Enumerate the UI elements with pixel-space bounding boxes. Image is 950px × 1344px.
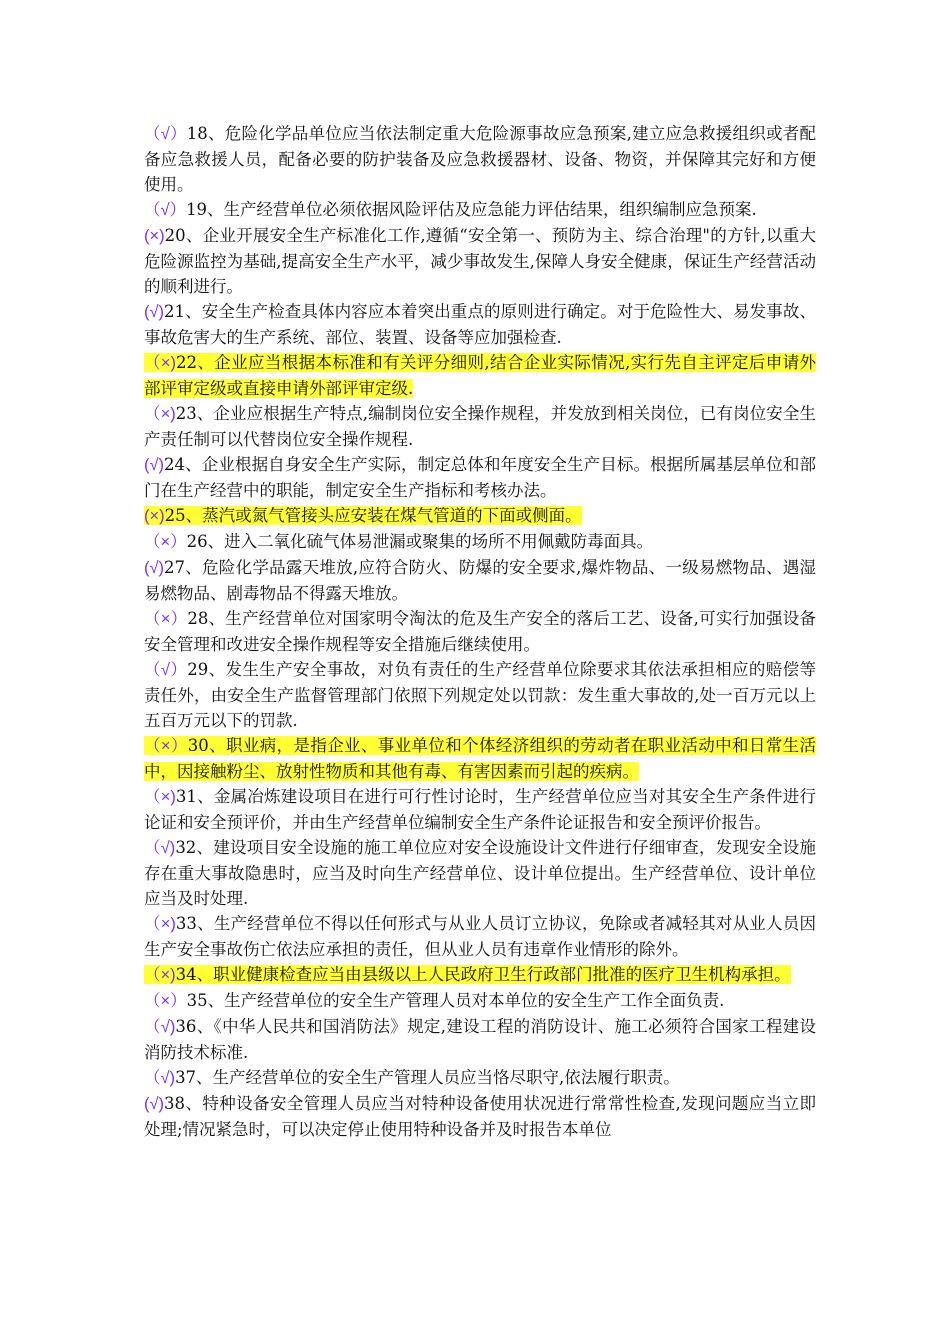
answer-mark: （×） <box>144 610 188 628</box>
question-text: 23、企业应根据生产特点,编制岗位安全操作规程，并发放到相关岗位，已有岗位安全生产责任制可以代替岗位安全操作规程. <box>144 404 816 449</box>
question-item <box>144 835 816 911</box>
question-item <box>144 452 816 503</box>
question-item <box>144 1065 816 1091</box>
question-text: 26、进入二氧化硫气体易泄漏或聚集的场所不用佩戴防毒面具。 <box>186 532 654 551</box>
answer-mark: （×） <box>144 992 187 1010</box>
answer-mark: （×) <box>144 915 176 933</box>
question-item <box>144 299 816 350</box>
question-text: 20、企业开展安全生产标准化工作,遵循“安全第一、预防为主、综合治理"的方针,以重大危险源监控为基础,提高安全生产水平，减少事故发生,保障人身安全健康，保证生产经营活动的顺利进行。 <box>144 226 816 296</box>
question-text: 19、生产经营单位必须依据风险评估及应急能力评估结果，组织编制应急预案. <box>186 200 757 219</box>
question-list <box>144 121 816 1142</box>
question-text: 38、特种设备安全管理人员应当对特种设备使用状况进行常常性检查,发现问题应当立即处理;情况紧急时，可以决定停止使用特种设备并及时报告本单位 <box>144 1094 816 1139</box>
answer-mark: （×) <box>144 405 176 423</box>
question-item <box>144 733 816 784</box>
question-text: 22、企业应当根据本标准和有关评分细则,结合企业实际情况,实行先自主评定后申请外部评审定级或直接申请外部评审定级. <box>144 353 816 398</box>
answer-mark: （√） <box>144 125 187 143</box>
question-text: 33、生产经营单位不得以任何形式与从业人员订立协议，免除或者减轻其对从业人员因生产安全事故伤亡依法应承担的责任，但从业人员有违章作业情形的除外。 <box>144 914 816 959</box>
question-text: 29、发生生产安全事故，对负有责任的生产经营单位除要求其依法承担相应的赔偿等责任外，由安全生产监督管理部门依照下列规定处以罚款：发生重大事故的,处一百万元以上五百万元以下的罚款. <box>144 660 817 730</box>
answer-mark: (√) <box>144 303 165 321</box>
question-text: 18、危险化学品单位应当依法制定重大危险源事故应急预案,建立应急救援组织或者配备应急救援人员，配备必要的防护装备及应急救援器材、设备、物资，并保障其完好和方便使用。 <box>144 124 816 194</box>
answer-mark: （×) <box>144 354 177 372</box>
answer-mark: （√) <box>144 839 176 857</box>
question-text: 31、金属冶炼建设项目在进行可行性讨论时，生产经营单位应当对其安全生产条件进行论证和安全预评价，并由生产经营单位编制安全生产条件论证报告和安全预评价报告。 <box>144 787 816 832</box>
answer-mark: (×) <box>144 227 165 245</box>
question-item <box>144 911 816 962</box>
answer-mark: （√) <box>144 1069 176 1087</box>
question-item <box>144 350 816 401</box>
question-text: 28、生产经营单位对国家明令淘汰的危及生产安全的落后工艺、设备,可实行加强设备安全管理和改进安全操作规程等安全措施后继续使用。 <box>144 609 816 654</box>
question-text: 35、生产经营单位的安全生产管理人员对本单位的安全生产工作全面负责. <box>186 991 725 1010</box>
answer-mark: （×） <box>144 737 188 755</box>
question-item <box>144 784 816 835</box>
answer-mark: （√） <box>144 661 188 679</box>
question-item <box>144 197 816 223</box>
question-item <box>144 1014 816 1065</box>
question-text: 32、建设项目安全设施的施工单位应对安全设施设计文件进行仔细审查，发现安全设施存在重大事故隐患时，应当及时向生产经营单位、设计单位提出。生产经营单位、设计单位应当及时处理. <box>144 838 816 908</box>
question-item <box>144 988 816 1014</box>
answer-mark: (√) <box>144 456 165 474</box>
question-text: 36、《中华人民共和国消防法》规定,建设工程的消防设计、施工必须符合国家工程建设消防技术标准. <box>144 1017 816 1062</box>
answer-mark: (×) <box>144 507 165 525</box>
question-item <box>144 1091 816 1142</box>
answer-mark: (√) <box>144 1095 165 1113</box>
question-item <box>144 503 816 529</box>
question-text: 25、蒸汽或氮气管接头应安装在煤气管道的下面或侧面。 <box>164 506 582 525</box>
answer-mark: （√） <box>144 201 187 219</box>
question-item <box>144 529 816 555</box>
question-text: 21、安全生产检查具体内容应本着突出重点的原则进行确定。对于危险性大、易发事故、事故危害大的生产系统、部位、装置、设备等应加强检查. <box>144 302 816 347</box>
question-item <box>144 401 816 452</box>
answer-mark: (√) <box>144 559 165 577</box>
question-text: 24、企业根据自身安全生产实际，制定总体和年度安全生产目标。根据所属基层单位和部门在生产经营中的职能，制定安全生产指标和考核办法。 <box>144 455 816 500</box>
answer-mark: （×) <box>144 788 176 806</box>
question-text: 37、生产经营单位的安全生产管理人员应当恪尽职守,依法履行职责。 <box>175 1068 680 1087</box>
question-item <box>144 121 816 197</box>
answer-mark: （×) <box>144 966 176 984</box>
question-text: 30、职业病，是指企业、事业单位和个体经济组织的劳动者在职业活动中和日常生活中，因接触粉尘、放射性物质和其他有毒、有害因素而引起的疾病。 <box>144 736 817 781</box>
question-item <box>144 555 816 606</box>
question-item <box>144 962 816 988</box>
question-item <box>144 606 816 657</box>
question-text: 27、危险化学品露天堆放,应符合防火、防爆的安全要求,爆炸物品、一级易燃物品、遇湿易燃物品、剧毒物品不得露天堆放。 <box>144 558 816 603</box>
question-item <box>144 657 816 733</box>
question-text: 34、职业健康检查应当由县级以上人民政府卫生行政部门批准的医疗卫生机构承担。 <box>175 965 791 984</box>
answer-mark: （√) <box>144 1018 176 1036</box>
answer-mark: （×） <box>144 533 187 551</box>
question-item <box>144 223 816 299</box>
